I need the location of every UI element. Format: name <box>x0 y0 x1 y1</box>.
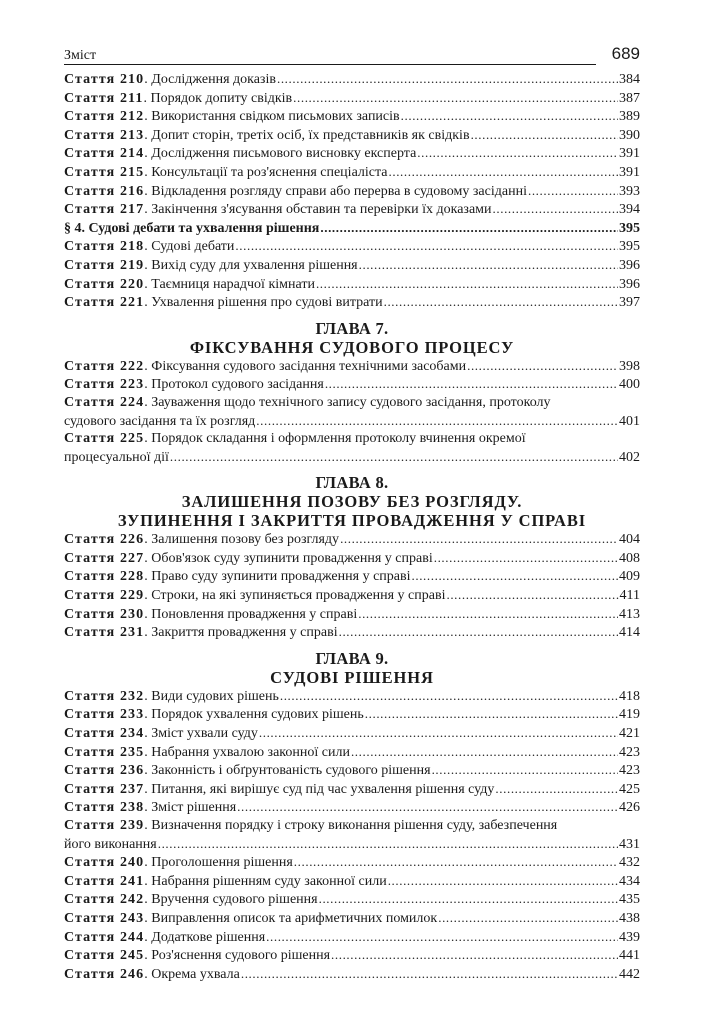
article-label: Стаття 218 <box>64 239 145 255</box>
toc-entry <box>64 357 640 376</box>
entry-leader-row <box>64 946 640 965</box>
page-ref: 384 <box>619 72 640 87</box>
article-label: Стаття 221 <box>64 295 145 311</box>
dot-leader <box>293 89 618 107</box>
dot-leader <box>158 835 618 853</box>
toc-entry <box>64 798 640 817</box>
toc-entry <box>64 817 640 853</box>
page-ref: 421 <box>619 726 640 742</box>
dot-leader <box>359 256 618 274</box>
page-ref: 400 <box>619 377 640 393</box>
entry-leader-row <box>64 724 640 743</box>
toc-entry <box>64 70 640 89</box>
article-title: . Використання свідком письмових записів <box>144 109 400 125</box>
article-label: Стаття 228 <box>64 569 145 585</box>
page-ref: 441 <box>619 948 640 964</box>
running-header-title: Зміст <box>64 48 97 63</box>
article-label: Стаття 217 <box>64 202 145 218</box>
chapter-title-line: ЗУПИНЕННЯ І ЗАКРИТТЯ ПРОВАДЖЕННЯ У СПРАВІ <box>117 511 587 531</box>
entry-leader-row <box>64 890 640 909</box>
entry-leader-row <box>64 448 640 467</box>
article-title: . Визначення порядку і строку виконання рішення суду, забезпечення <box>144 818 558 833</box>
page-ref: 395 <box>619 239 640 255</box>
dot-leader <box>434 549 618 567</box>
toc-entry <box>64 705 640 724</box>
article-title-continuation: процесуальної дії <box>64 449 169 465</box>
entry-leader-row <box>64 705 640 724</box>
page-ref: 402 <box>619 449 640 465</box>
article-label: Стаття 214 <box>64 146 145 162</box>
article-label: Стаття 245 <box>64 948 145 964</box>
article-title: . Законність і обґрунтованість судового рішення <box>144 763 431 779</box>
chapter-heading <box>64 642 640 687</box>
dot-leader <box>340 530 618 548</box>
article-title: . Виправлення описок та арифметичних помилок <box>144 910 438 926</box>
toc-entry <box>64 107 640 126</box>
dot-leader <box>493 200 618 218</box>
header-rule <box>64 64 596 65</box>
entry-first-line <box>64 430 640 448</box>
toc-entry <box>64 182 640 201</box>
page-ref: 395 <box>619 220 640 236</box>
toc-entry <box>64 965 640 984</box>
article-title: . Зміст рішення <box>144 800 237 816</box>
dot-leader <box>388 872 618 890</box>
toc-entry <box>64 909 640 928</box>
toc-entry <box>64 946 640 965</box>
article-title: . Додаткове рішення <box>144 929 266 945</box>
page-ref: 396 <box>619 276 640 292</box>
article-title: . Вихід суду для ухвалення рішення <box>144 257 358 273</box>
toc-entry <box>64 293 640 312</box>
dot-leader <box>351 743 618 761</box>
page-ref: 435 <box>619 892 640 908</box>
entry-first-line <box>64 394 640 412</box>
article-label: Стаття 243 <box>64 910 145 926</box>
entry-leader-row <box>64 256 640 275</box>
entry-leader-row <box>64 200 640 219</box>
toc-entry <box>64 605 640 624</box>
page-ref: 434 <box>619 873 640 889</box>
article-title: . Види судових рішень <box>144 688 279 704</box>
dot-leader <box>259 724 618 742</box>
dot-leader <box>358 605 618 623</box>
entry-leader-row <box>64 163 640 182</box>
dot-leader <box>432 761 618 779</box>
entry-leader-row <box>64 219 640 238</box>
article-title: . Порядок допиту свідків <box>143 90 293 106</box>
article-title: . Фіксування судового засідання технічними засобами <box>144 358 467 374</box>
entry-leader-row <box>64 872 640 891</box>
page-ref: 391 <box>619 164 640 180</box>
article-label: Стаття 231 <box>64 625 145 641</box>
toc-section-entry <box>64 219 640 238</box>
toc-entry <box>64 375 640 394</box>
page-number: 689 <box>611 44 640 63</box>
entry-leader-row <box>64 126 640 145</box>
article-title: . Проголошення рішення <box>144 855 293 871</box>
article-label: Стаття 212 <box>64 109 145 125</box>
article-title: . Залишення позову без розгляду <box>144 532 340 548</box>
entry-leader-row <box>64 275 640 294</box>
page-ref: 389 <box>619 109 640 125</box>
page-ref: 396 <box>619 257 640 273</box>
chapter-label: ГЛАВА 7. <box>315 318 389 338</box>
article-title: . Зауваження щодо технічного запису судового засідання, протоколу <box>144 394 551 410</box>
article-label: Стаття 246 <box>64 966 145 982</box>
article-label: Стаття 236 <box>64 763 145 779</box>
article-label: Стаття 227 <box>64 550 145 566</box>
article-title: . Набрання ухвалою законної сили <box>144 744 350 760</box>
dot-leader <box>316 275 618 293</box>
article-title: . Судові дебати <box>144 239 235 255</box>
entry-leader-row <box>64 530 640 549</box>
article-label: Стаття 239 <box>64 818 145 833</box>
dot-leader <box>339 623 618 641</box>
page-ref: 387 <box>619 90 640 106</box>
dot-leader <box>495 780 618 798</box>
page-ref: 439 <box>619 929 640 945</box>
page-ref: 398 <box>619 358 640 374</box>
dot-leader <box>331 946 618 964</box>
page-ref: 391 <box>619 146 640 162</box>
article-label: Стаття 242 <box>64 892 145 908</box>
chapter-title-line: ЗАЛИШЕННЯ ПОЗОВУ БЕЗ РОЗГЛЯДУ. <box>181 492 523 512</box>
toc-entry <box>64 872 640 891</box>
page-ref: 423 <box>619 763 640 779</box>
article-title: . Закінчення з'ясування обставин та перевірки їх доказами <box>144 202 492 218</box>
article-title: . Поновлення провадження у справі <box>144 606 358 622</box>
entry-leader-row <box>64 357 640 376</box>
article-title-continuation: судового засідання та їх розгляд <box>64 413 256 429</box>
dot-leader <box>401 107 618 125</box>
dot-leader <box>446 586 618 604</box>
entry-leader-row <box>64 237 640 256</box>
page-ref: 397 <box>619 295 640 311</box>
article-title: . Таємниця нарадчої кімнати <box>144 276 315 292</box>
dot-leader <box>256 412 618 430</box>
toc-entry <box>64 567 640 586</box>
article-title: . Порядок складання і оформлення протоколу вчинення окремої <box>144 431 526 447</box>
toc-entry <box>64 430 640 466</box>
article-title: . Дослідження письмового висновку експерта <box>144 146 417 162</box>
toc-entry <box>64 780 640 799</box>
entry-leader-row <box>64 687 640 706</box>
entry-leader-row <box>64 909 640 928</box>
dot-leader <box>417 144 618 162</box>
toc-entry <box>64 743 640 762</box>
toc-entry <box>64 144 640 163</box>
dot-leader <box>389 163 619 181</box>
page-header <box>64 44 640 66</box>
page-ref: 426 <box>619 800 640 816</box>
toc-entry <box>64 761 640 780</box>
article-label: Стаття 235 <box>64 744 145 760</box>
article-label: Стаття 244 <box>64 929 145 945</box>
article-label: Стаття 234 <box>64 726 145 742</box>
article-title: . Протокол судового засідання <box>144 377 324 393</box>
toc-entry <box>64 586 640 605</box>
article-title: . Обов'язок суду зупинити провадження у справі <box>144 550 433 566</box>
article-label: Стаття 223 <box>64 377 145 393</box>
entry-first-line <box>64 817 640 835</box>
toc-entry <box>64 163 640 182</box>
article-title: . Окрема ухвала <box>144 966 240 982</box>
dot-leader <box>235 237 618 255</box>
article-title: . Вручення судового рішення <box>144 892 318 908</box>
table-of-contents <box>64 70 640 983</box>
page-ref: 419 <box>619 707 640 723</box>
toc-entry <box>64 530 640 549</box>
article-label: Стаття 220 <box>64 276 145 292</box>
entry-leader-row <box>64 780 640 799</box>
page-ref: 401 <box>619 413 640 429</box>
toc-entry <box>64 256 640 275</box>
entry-leader-row <box>64 412 640 431</box>
page-ref: 442 <box>619 966 640 982</box>
article-label: Стаття 224 <box>64 394 145 410</box>
article-label: Стаття 230 <box>64 606 145 622</box>
article-label: Стаття 213 <box>64 127 145 143</box>
chapter-title-line: СУДОВІ РІШЕННЯ <box>270 667 434 687</box>
entry-leader-row <box>64 965 640 984</box>
article-label: Стаття 210 <box>64 72 145 87</box>
entry-leader-row <box>64 144 640 163</box>
entry-leader-row <box>64 605 640 624</box>
article-title: . Право суду зупинити провадження у справі <box>144 569 411 585</box>
article-label: Стаття 240 <box>64 855 145 871</box>
article-title: . Набрання рішенням суду законної сили <box>144 873 387 889</box>
toc-entry <box>64 928 640 947</box>
page-ref: 411 <box>619 588 640 604</box>
dot-leader <box>170 448 618 466</box>
article-title: . Ухвалення рішення про судові витрати <box>144 295 383 311</box>
article-title: . Відкладення розгляду справи або перерва в судовому засіданні <box>144 183 527 199</box>
entry-leader-row <box>64 375 640 394</box>
toc-entry <box>64 237 640 256</box>
article-label: Стаття 233 <box>64 707 145 723</box>
dot-leader <box>365 705 618 723</box>
article-label: Стаття 222 <box>64 358 145 374</box>
article-title: . Строки, на які зупиняється провадження у справі <box>144 588 446 604</box>
entry-leader-row <box>64 623 640 642</box>
article-label: Стаття 237 <box>64 781 145 797</box>
toc-entry <box>64 275 640 294</box>
chapter-heading <box>64 312 640 357</box>
entry-leader-row <box>64 853 640 872</box>
article-title: . Допит сторін, третіх осіб, їх представників як свідків <box>144 127 470 143</box>
entry-leader-row <box>64 70 640 89</box>
chapter-title-line: ФІКСУВАННЯ СУДОВОГО ПРОЦЕСУ <box>189 337 515 357</box>
page-ref: 438 <box>619 910 640 926</box>
toc-entry <box>64 394 640 430</box>
page-ref: 413 <box>619 606 640 622</box>
article-label: Стаття 219 <box>64 257 145 273</box>
article-title: . Роз'яснення судового рішення <box>144 948 331 964</box>
page-ref: 431 <box>619 836 640 852</box>
dot-leader <box>319 890 618 908</box>
page-ref: 394 <box>619 202 640 218</box>
toc-entry <box>64 687 640 706</box>
article-title: . Закриття провадження у справі <box>144 625 338 641</box>
dot-leader <box>320 219 618 237</box>
chapter-label: ГЛАВА 8. <box>315 473 389 493</box>
article-label: Стаття 215 <box>64 164 145 180</box>
toc-entry <box>64 853 640 872</box>
page-ref: 408 <box>619 550 640 566</box>
page-ref: 425 <box>619 781 640 797</box>
dot-leader <box>438 909 618 927</box>
chapter-heading <box>64 466 640 530</box>
entry-leader-row <box>64 586 640 605</box>
dot-leader <box>294 853 618 871</box>
page-ref: 404 <box>619 532 640 548</box>
article-title: . Порядок ухвалення судових рішень <box>144 707 364 723</box>
dot-leader <box>528 182 618 200</box>
page-ref: 393 <box>619 183 640 199</box>
toc-entry <box>64 89 640 108</box>
article-label: Стаття 238 <box>64 800 145 816</box>
article-label: Стаття 241 <box>64 873 145 889</box>
article-title: . Дослідження доказів <box>144 72 276 87</box>
dot-leader <box>467 357 618 375</box>
entry-leader-row <box>64 928 640 947</box>
article-title: . Зміст ухвали суду <box>144 726 258 742</box>
article-label: Стаття 225 <box>64 431 145 447</box>
entry-leader-row <box>64 89 640 108</box>
section-title: § 4. Судові дебати та ухвалення рішення <box>64 220 320 236</box>
article-label: Стаття 211 <box>64 90 144 106</box>
dot-leader <box>471 126 618 144</box>
entry-leader-row <box>64 835 640 854</box>
dot-leader <box>237 798 618 816</box>
article-label: Стаття 216 <box>64 183 145 199</box>
article-title: . Консультації та роз'яснення спеціаліста <box>144 164 388 180</box>
dot-leader <box>384 293 618 311</box>
article-label: Стаття 226 <box>64 532 145 548</box>
toc-entry <box>64 890 640 909</box>
page-ref: 414 <box>619 625 640 641</box>
article-label: Стаття 229 <box>64 588 145 604</box>
entry-leader-row <box>64 182 640 201</box>
dot-leader <box>280 687 618 705</box>
dot-leader <box>325 375 618 393</box>
entry-leader-row <box>64 549 640 568</box>
chapter-label: ГЛАВА 9. <box>315 648 389 668</box>
toc-entry <box>64 549 640 568</box>
article-title-continuation: його виконання <box>64 836 157 852</box>
entry-leader-row <box>64 743 640 762</box>
page-ref: 390 <box>619 127 640 143</box>
toc-entry <box>64 126 640 145</box>
entry-leader-row <box>64 761 640 780</box>
page-ref: 418 <box>619 688 640 704</box>
dot-leader <box>241 965 618 983</box>
entry-leader-row <box>64 798 640 817</box>
page-ref: 423 <box>619 744 640 760</box>
toc-entry <box>64 623 640 642</box>
dot-leader <box>277 70 618 88</box>
entry-leader-row <box>64 293 640 312</box>
dot-leader <box>412 567 619 585</box>
entry-leader-row <box>64 567 640 586</box>
toc-entry <box>64 724 640 743</box>
page-ref: 432 <box>619 855 640 871</box>
page-ref: 409 <box>619 569 640 585</box>
entry-leader-row <box>64 107 640 126</box>
dot-leader <box>266 928 618 946</box>
article-label: Стаття 232 <box>64 688 145 704</box>
toc-entry <box>64 200 640 219</box>
article-title: . Питання, які вирішує суд під час ухвалення рішення суду <box>144 781 495 797</box>
